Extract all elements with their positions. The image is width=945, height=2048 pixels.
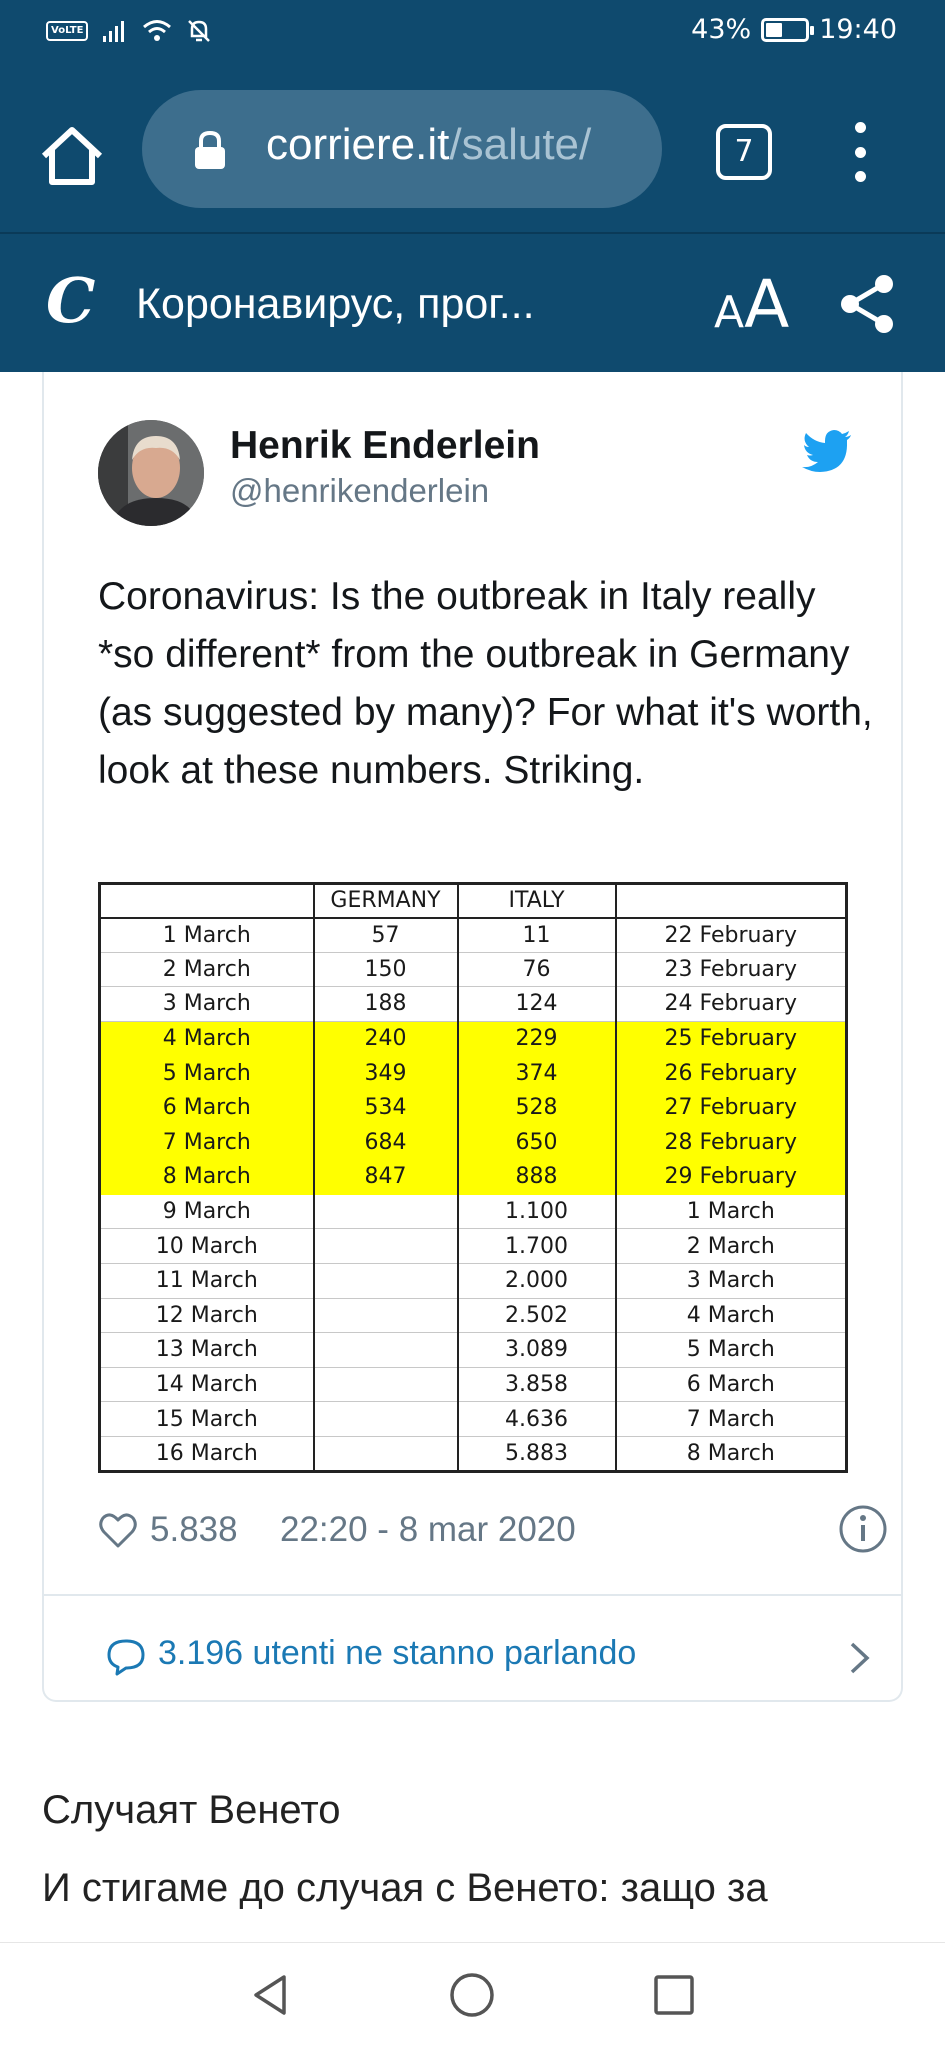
- table-cell-germany: 150: [314, 952, 458, 987]
- home-icon[interactable]: [38, 122, 106, 190]
- battery-fill: [766, 23, 782, 37]
- table-cell-italy-date: 22 February: [616, 918, 847, 953]
- table-cell-italy-date: 24 February: [616, 987, 847, 1022]
- table-cell-date: 14 March: [100, 1367, 314, 1402]
- tweet-meta: [98, 1502, 894, 1562]
- table-cell-italy-date: 2 March: [616, 1229, 847, 1264]
- table-cell-germany: 349: [314, 1056, 458, 1091]
- article-paragraph: И стигаме до случая с Венето: защо за: [42, 1866, 768, 1910]
- column-header-germany: GERMANY: [314, 884, 458, 918]
- tab-switcher-button[interactable]: 7: [716, 124, 772, 180]
- table-cell-italy-date: 5 March: [616, 1333, 847, 1368]
- info-icon[interactable]: [838, 1504, 888, 1554]
- table-cell-italy: 1.700: [458, 1229, 616, 1264]
- twitter-bird-icon[interactable]: [802, 430, 852, 472]
- table-row: [100, 987, 847, 1022]
- back-icon[interactable]: [246, 1971, 294, 2019]
- table-row: [100, 1021, 847, 1056]
- table-row: [100, 1160, 847, 1195]
- table-cell-date: 15 March: [100, 1402, 314, 1437]
- table-cell-italy: 229: [458, 1021, 616, 1056]
- table-row: [100, 1402, 847, 1437]
- system-nav-bar: [0, 1942, 945, 2048]
- battery-percent: 43%: [691, 14, 752, 45]
- table-cell-date: 13 March: [100, 1333, 314, 1368]
- font-size-large-label: A: [744, 266, 790, 343]
- table-cell-germany: [314, 1436, 458, 1471]
- status-bar: [0, 0, 945, 66]
- clock: 19:40: [819, 14, 897, 45]
- table-cell-italy: 2.502: [458, 1298, 616, 1333]
- heart-icon[interactable]: [98, 1512, 138, 1550]
- share-icon[interactable]: [838, 272, 898, 336]
- table-cell-italy-date: 1 March: [616, 1194, 847, 1229]
- table-cell-italy-date: 26 February: [616, 1056, 847, 1091]
- table-cell-date: 6 March: [100, 1090, 314, 1125]
- table-row: [100, 918, 847, 953]
- table-cell-germany: 847: [314, 1160, 458, 1195]
- table-cell-italy-date: 3 March: [616, 1263, 847, 1298]
- table-cell-germany: [314, 1333, 458, 1368]
- table-cell-date: 11 March: [100, 1263, 314, 1298]
- battery-icon: [761, 18, 809, 42]
- overflow-menu-icon[interactable]: [845, 122, 875, 182]
- table-cell-italy: 374: [458, 1056, 616, 1091]
- table-cell-italy: 888: [458, 1160, 616, 1195]
- table-row: [100, 1333, 847, 1368]
- table-cell-italy-date: 23 February: [616, 952, 847, 987]
- table-cell-italy-date: 6 March: [616, 1367, 847, 1402]
- table-cell-date: 7 March: [100, 1125, 314, 1160]
- tweet-text: Coronavirus: Is the outbreak in Italy really *so different* from the outbreak in Germany (as suggested by many)? For what it's worth, look at these numbers. Striking.: [98, 575, 873, 792]
- table-cell-germany: [314, 1298, 458, 1333]
- table-cell-italy: 528: [458, 1090, 616, 1125]
- table-cell-italy-date: 29 February: [616, 1160, 847, 1195]
- tweet-author-name[interactable]: Henrik Enderlein: [230, 424, 540, 467]
- article-title: Коронавирус, прог...: [136, 280, 535, 328]
- table-row: [100, 1125, 847, 1160]
- table-cell-italy-date: 8 March: [616, 1436, 847, 1471]
- font-size-button[interactable]: [714, 266, 789, 343]
- status-icons-right: [691, 14, 897, 45]
- table-header-row: [100, 884, 847, 918]
- conversation-count: 3.196 utenti ne stanno parlando: [158, 1634, 637, 1672]
- column-header-italy: ITALY: [458, 884, 616, 918]
- table-cell-date: 9 March: [100, 1194, 314, 1229]
- table-cell-italy: 3.858: [458, 1367, 616, 1402]
- table-cell-germany: [314, 1402, 458, 1437]
- table-cell-italy-date: 25 February: [616, 1021, 847, 1056]
- outbreak-comparison-table[interactable]: [98, 882, 848, 1473]
- conversation-link[interactable]: [106, 1626, 886, 1686]
- url-host: corriere.it: [266, 120, 450, 169]
- table-cell-date: 3 March: [100, 987, 314, 1022]
- tweet-timestamp[interactable]: 22:20 - 8 mar 2020: [280, 1510, 576, 1549]
- address-bar[interactable]: [142, 90, 662, 208]
- volte-badge: VoLTE: [46, 21, 88, 41]
- table-cell-italy: 650: [458, 1125, 616, 1160]
- table-cell-germany: 534: [314, 1090, 458, 1125]
- table-cell-date: 2 March: [100, 952, 314, 987]
- table-cell-italy: 76: [458, 952, 616, 987]
- chevron-right-icon: [848, 1640, 872, 1676]
- mute-bell-icon: [186, 18, 212, 44]
- table-body: [100, 918, 847, 1472]
- table-cell-date: 10 March: [100, 1229, 314, 1264]
- avatar[interactable]: [98, 420, 204, 526]
- column-header: [616, 884, 847, 918]
- table-cell-date: 16 March: [155, 1440, 258, 1466]
- browser-toolbar: [0, 66, 945, 232]
- article-header: [0, 232, 945, 372]
- table-cell-italy: 11: [458, 918, 616, 953]
- table-cell-italy: 5.883: [458, 1436, 616, 1471]
- table-cell-italy: 2.000: [458, 1263, 616, 1298]
- table-cell-germany: 188: [314, 987, 458, 1022]
- table-cell-date: 4 March: [100, 1021, 314, 1056]
- lock-icon: [192, 130, 228, 170]
- table-cell-germany: 684: [314, 1125, 458, 1160]
- table-cell-italy: 3.089: [458, 1333, 616, 1368]
- table-cell-italy: 4.636: [458, 1402, 616, 1437]
- table-row: [100, 1263, 847, 1298]
- table-cell-date: 1 March: [100, 918, 314, 953]
- tweet-author-handle[interactable]: @henrikenderlein: [230, 472, 490, 509]
- table-cell-date: 8 March: [100, 1160, 314, 1195]
- table-cell-italy: 124: [458, 987, 616, 1022]
- home-circle-icon[interactable]: [448, 1971, 496, 2019]
- avatar-image: [98, 420, 204, 526]
- url-path: /salute/: [449, 120, 592, 169]
- tweet-divider: [44, 1594, 901, 1596]
- table-cell-germany: [314, 1367, 458, 1402]
- table-row: [100, 1056, 847, 1091]
- wifi-icon: [142, 19, 172, 43]
- table-cell-date: 12 March: [100, 1298, 314, 1333]
- status-icons-left: [46, 18, 212, 44]
- table-cell-germany: [314, 1263, 458, 1298]
- signal-icon: [102, 19, 128, 43]
- like-count[interactable]: 5.838: [150, 1510, 238, 1549]
- table-cell-italy-date: 27 February: [616, 1090, 847, 1125]
- table-cell-germany: [314, 1194, 458, 1229]
- table-row: [100, 1229, 847, 1264]
- table-cell-italy-date: 7 March: [616, 1402, 847, 1437]
- table-cell-germany: [314, 1229, 458, 1264]
- table-row: [100, 952, 847, 987]
- table-cell-germany: 240: [314, 1021, 458, 1056]
- font-size-small-label: A: [714, 287, 745, 338]
- table-row: [100, 1298, 847, 1333]
- table-cell-date: 5 March: [100, 1056, 314, 1091]
- table-row: [100, 1090, 847, 1125]
- speech-bubble-icon: [106, 1638, 146, 1676]
- section-heading: Случаят Венето: [42, 1788, 341, 1832]
- table-cell-italy-date: 4 March: [616, 1298, 847, 1333]
- embedded-tweet: [42, 372, 903, 1702]
- column-header: [100, 884, 314, 918]
- recents-icon[interactable]: [650, 1971, 698, 2019]
- table-row: [100, 1367, 847, 1402]
- table-cell-italy-date: 28 February: [616, 1125, 847, 1160]
- table-cell-italy: 1.100: [458, 1194, 616, 1229]
- table-cell-germany: 57: [314, 918, 458, 953]
- url-text: [266, 120, 591, 170]
- corriere-logo[interactable]: C: [46, 264, 96, 337]
- table-row: [100, 1436, 847, 1471]
- table-row: [100, 1194, 847, 1229]
